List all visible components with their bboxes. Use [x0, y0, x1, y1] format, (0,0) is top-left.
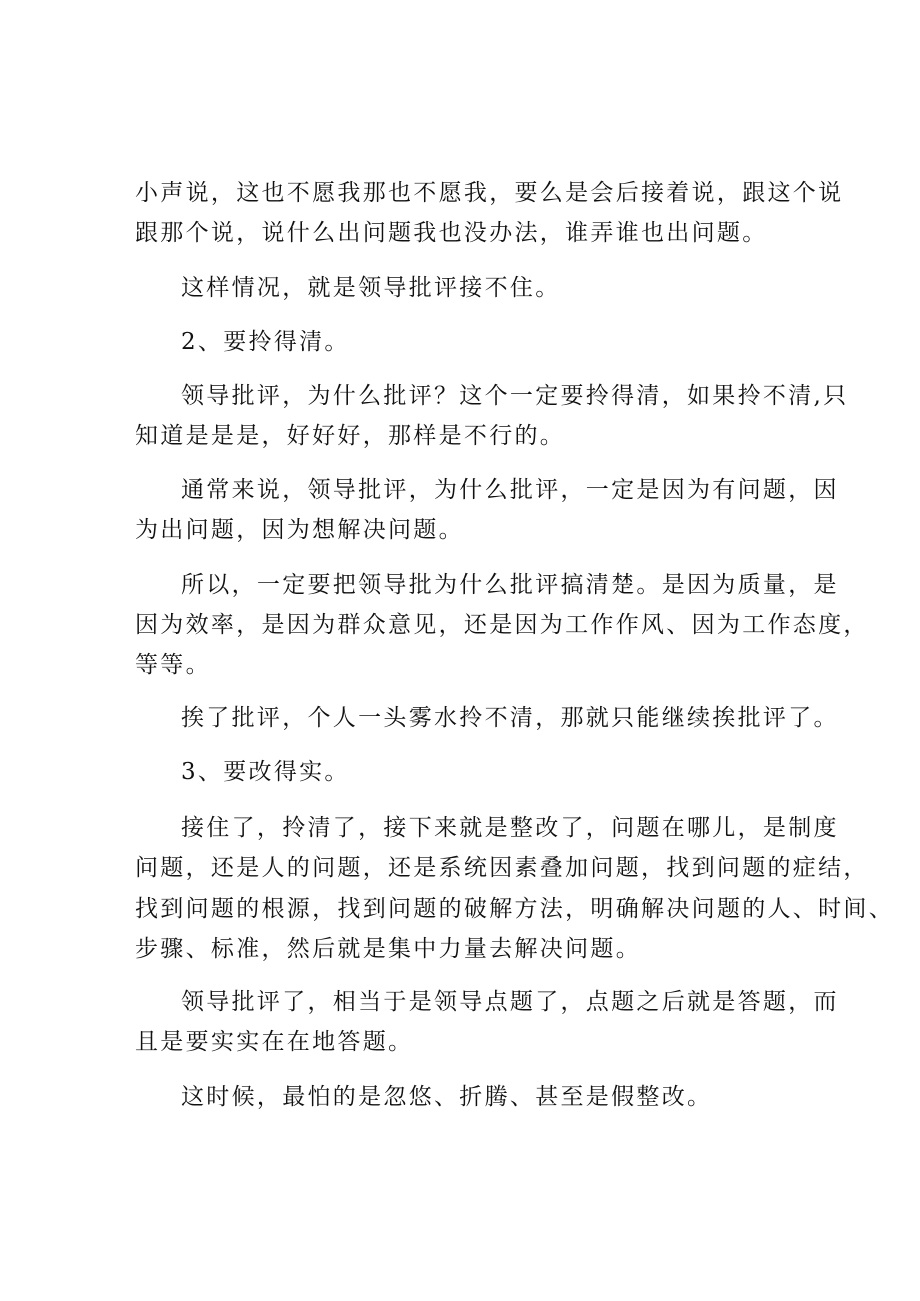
- paragraph-line: 这时候，最怕的是忽悠、折腾、甚至是假整改。: [181, 1084, 713, 1110]
- text-line: 知道是是是，好好好，那样是不行的。: [135, 423, 566, 449]
- paragraph-line: 所以，一定要把领导批为什么批评搞清楚。是因为质量，是: [181, 572, 839, 598]
- paragraph-line: 这样情况，就是领导批评接不住。: [181, 275, 561, 301]
- text-line: 小声说，这也不愿我那也不愿我，要么是会后接着说，跟这个说: [135, 180, 844, 206]
- paragraph-line: 接住了，拎清了，接下来就是整改了，问题在哪儿，是制度: [181, 815, 839, 841]
- text-line: 找到问题的根源，找到问题的破解方法，明确解决问题的人、时间、: [135, 896, 894, 922]
- section-heading: 2、要拎得清。: [181, 329, 350, 355]
- paragraph-line: 领导批评了，相当于是领导点题了，点题之后就是答题，而: [181, 989, 839, 1015]
- section-heading: 3、要改得实。: [181, 759, 350, 785]
- text-line: 问题，还是人的问题，还是系统因素叠加问题，找到问题的症结，: [135, 855, 869, 881]
- paragraph-line: 挨了批评，个人一头雾水拎不清，那就只能继续挨批评了。: [181, 705, 839, 731]
- text-line: 因为效率，是因为群众意见，还是因为工作作风、因为工作态度，: [135, 612, 869, 638]
- text-line: 且是要实实在在地答题。: [135, 1029, 414, 1055]
- text-line: 步骤、标准，然后就是集中力量去解决问题。: [135, 936, 641, 962]
- paragraph-line: 领导批评，为什么批评？这个一定要拎得清，如果拎不清,只: [181, 383, 849, 409]
- paragraph-line: 通常来说，领导批评，为什么批评，一定是因为有问题，因: [181, 477, 839, 503]
- text-line: 跟那个说，说什么出问题我也没办法，谁弄谁也出问题。: [135, 220, 768, 246]
- text-line: 为出问题，因为想解决问题。: [135, 517, 464, 543]
- text-line: 等等。: [135, 652, 211, 678]
